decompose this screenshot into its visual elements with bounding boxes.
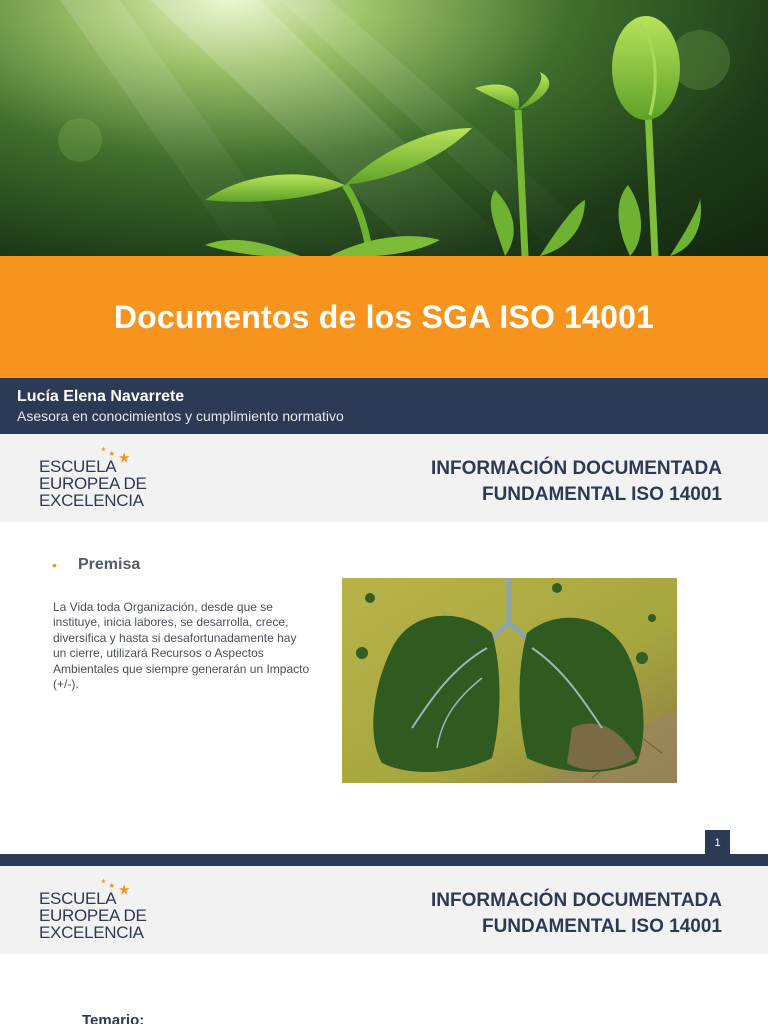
cover-title: Documentos de los SGA ISO 14001	[113, 298, 655, 335]
slide1-title-line2: FUNDAMENTAL ISO 14001	[481, 484, 722, 505]
page-number: 1	[705, 830, 730, 855]
slide2-title-line1: INFORMACIÓN DOCUMENTADA	[431, 890, 722, 911]
slide1-title	[431, 456, 722, 508]
logo-line-2: EUROPEA DE	[39, 474, 147, 493]
logo-line-3: EXCELENCIA	[39, 923, 144, 942]
premise-heading: Premisa	[78, 556, 141, 573]
logo-line-2: EUROPEA DE	[39, 906, 147, 925]
author-role: Asesora en conocimientos y cumplimiento normativo	[17, 408, 344, 424]
slide-divider	[0, 854, 768, 866]
premise-bullet	[52, 556, 140, 574]
author-band	[0, 378, 768, 434]
logo-line-3: EXCELENCIA	[39, 491, 144, 510]
school-logo-2	[39, 882, 159, 942]
slide1-header	[0, 434, 768, 522]
cover-title-band	[0, 256, 768, 378]
temario-heading: Temario:	[82, 1012, 145, 1024]
school-logo	[39, 450, 159, 510]
stars-icon	[101, 446, 141, 466]
sprouts-illustration	[0, 0, 768, 256]
slide1-title-line1: INFORMACIÓN DOCUMENTADA	[431, 458, 722, 479]
slide2-title	[431, 888, 722, 940]
slide2-header	[0, 866, 768, 954]
forest-lungs-image	[342, 578, 677, 783]
cover-hero-image	[0, 0, 768, 256]
premise-text: La Vida toda Organización, desde que se instituye, inicia labores, se desarrolla, crece, diversifica y hasta si desafortunadamente hay un cierre, utilizará Recursos o Aspectos Ambientales que siempre generarán un Impacto (+/-).	[53, 600, 310, 692]
logo-line-1: ESCUELA	[39, 457, 117, 476]
logo-line-1: ESCUELA	[39, 889, 117, 908]
bullet-dot-icon: •	[52, 557, 57, 573]
author-name: Lucía Elena Navarrete	[17, 388, 185, 405]
slide2-title-line2: FUNDAMENTAL ISO 14001	[481, 916, 722, 937]
stars-icon	[101, 878, 141, 898]
